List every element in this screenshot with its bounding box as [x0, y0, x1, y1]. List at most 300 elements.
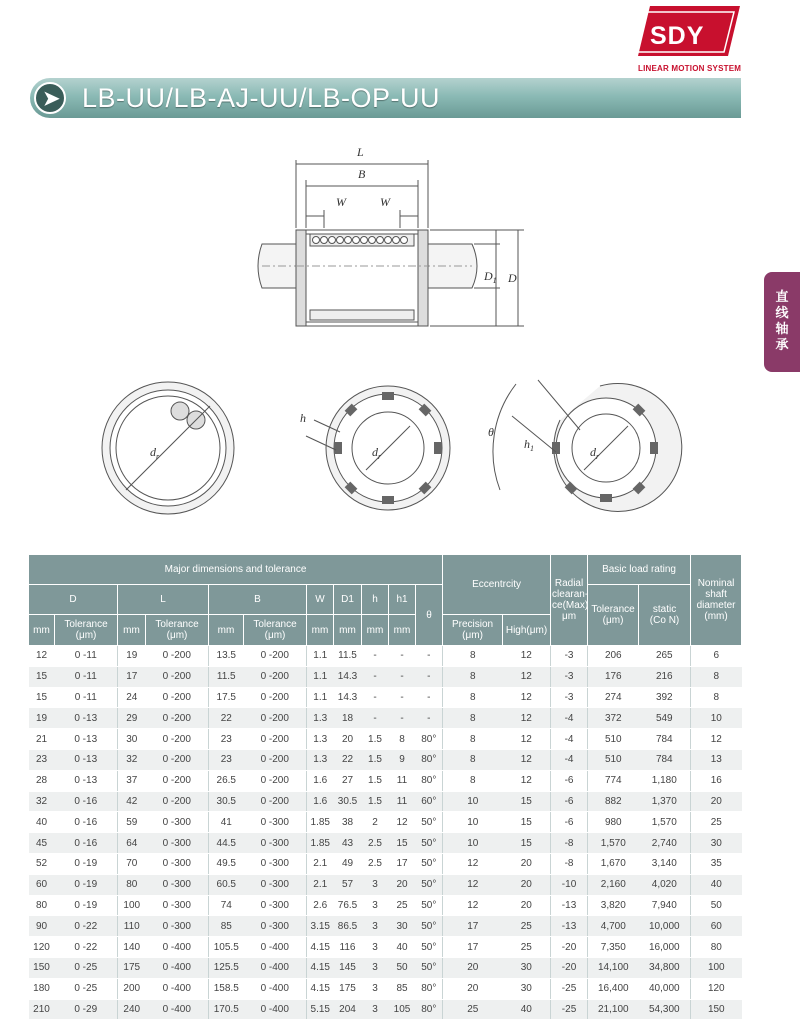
- table-cell: 12: [503, 687, 551, 708]
- table-cell: 12: [503, 666, 551, 687]
- header-h1: h1: [389, 585, 416, 615]
- table-cell: -8: [551, 853, 588, 874]
- header-B-tol: [244, 615, 307, 646]
- table-cell: 10: [443, 791, 503, 812]
- table-cell: 206: [588, 646, 639, 667]
- table-cell: 54,300: [639, 999, 691, 1020]
- table-cell: 17: [443, 937, 503, 958]
- table-cell: 12: [389, 812, 416, 833]
- table-cell: -: [362, 666, 389, 687]
- table-cell: 0 -400: [244, 999, 307, 1020]
- table-cell: 1.5: [362, 791, 389, 812]
- table-cell: 13: [691, 749, 742, 770]
- table-cell: 28: [29, 770, 55, 791]
- table-row: [29, 957, 742, 978]
- table-cell: 1,570: [588, 833, 639, 854]
- table-cell: 40: [389, 937, 416, 958]
- table-cell: 0 -16: [55, 833, 118, 854]
- header-D: D: [29, 585, 118, 615]
- table-cell: 40: [503, 999, 551, 1020]
- table-cell: 0 -16: [55, 812, 118, 833]
- bearing-front-view-uu: [102, 382, 234, 514]
- table-cell: 10: [443, 833, 503, 854]
- table-row: [29, 770, 742, 791]
- header-L-tol: [146, 615, 209, 646]
- table-cell: 40: [29, 812, 55, 833]
- table-cell: 882: [588, 791, 639, 812]
- dim-label-D: D: [508, 271, 517, 285]
- table-cell: 4,700: [588, 916, 639, 937]
- table-cell: 35: [691, 853, 742, 874]
- table-cell: 45: [29, 833, 55, 854]
- table-cell: -20: [551, 937, 588, 958]
- table-cell: 274: [588, 687, 639, 708]
- precision-unit: (μm): [462, 630, 483, 641]
- table-cell: 0 -13: [55, 729, 118, 750]
- table-cell: 32: [29, 791, 55, 812]
- table-cell: 30.5: [334, 791, 362, 812]
- table-cell: 3: [362, 957, 389, 978]
- spec-table: [28, 554, 742, 1020]
- table-cell: 176: [588, 666, 639, 687]
- header-W: W: [307, 585, 334, 615]
- static-label: static: [652, 604, 677, 615]
- table-cell: 774: [588, 770, 639, 791]
- table-cell: -25: [551, 978, 588, 999]
- table-cell: 26.5: [209, 770, 244, 791]
- table-cell: 8: [443, 729, 503, 750]
- table-cell: 105: [389, 999, 416, 1020]
- table-cell: 1.3: [307, 749, 334, 770]
- table-cell: 12: [443, 853, 503, 874]
- logo-tagline: LINEAR MOTION SYSTEM: [638, 64, 742, 73]
- table-cell: 8: [691, 666, 742, 687]
- table-cell: 1.1: [307, 646, 334, 667]
- table-cell: 0 -300: [146, 812, 209, 833]
- table-cell: 1.5: [362, 729, 389, 750]
- table-cell: 1,670: [588, 853, 639, 874]
- table-cell: 2,160: [588, 874, 639, 895]
- table-cell: 1.3: [307, 708, 334, 729]
- dim-label-h1: $h_1$: [524, 437, 534, 453]
- table-cell: -: [416, 687, 443, 708]
- table-cell: 216: [639, 666, 691, 687]
- bearing-side-view: [258, 160, 524, 326]
- table-cell: 1,180: [639, 770, 691, 791]
- table-cell: -4: [551, 729, 588, 750]
- table-cell: 60°: [416, 791, 443, 812]
- table-cell: -13: [551, 916, 588, 937]
- header-h1-mm: mm: [389, 615, 416, 646]
- table-cell: 60: [691, 916, 742, 937]
- table-cell: 15: [503, 791, 551, 812]
- header-tolerance-load: [588, 585, 639, 646]
- table-cell: 0 -200: [146, 646, 209, 667]
- table-cell: 42: [118, 791, 146, 812]
- table-cell: 64: [118, 833, 146, 854]
- table-row: [29, 895, 742, 916]
- header-D1-mm: mm: [334, 615, 362, 646]
- table-cell: 0 -11: [55, 666, 118, 687]
- table-cell: 120: [691, 978, 742, 999]
- table-cell: -: [362, 646, 389, 667]
- table-cell: 23: [209, 729, 244, 750]
- dim-label-dr-2: $d_r$: [372, 445, 382, 461]
- table-cell: 0 -300: [146, 833, 209, 854]
- table-cell: 0 -200: [146, 749, 209, 770]
- header-h-mm: mm: [362, 615, 389, 646]
- dim-label-L: L: [357, 145, 364, 159]
- table-cell: 34,800: [639, 957, 691, 978]
- table-cell: 21: [29, 729, 55, 750]
- table-cell: 16,000: [639, 937, 691, 958]
- table-row: [29, 729, 742, 750]
- table-cell: 1.6: [307, 770, 334, 791]
- table-cell: 41: [209, 812, 244, 833]
- table-cell: 70: [118, 853, 146, 874]
- table-cell: 1.6: [307, 791, 334, 812]
- table-cell: 265: [639, 646, 691, 667]
- table-cell: 784: [639, 749, 691, 770]
- table-cell: 0 -300: [244, 853, 307, 874]
- table-cell: 17.5: [209, 687, 244, 708]
- dim-label-B: B: [358, 167, 366, 181]
- arrow-icon: ➤: [34, 82, 66, 114]
- table-cell: 1.5: [362, 770, 389, 791]
- table-cell: 0 -200: [244, 729, 307, 750]
- table-cell: 8: [443, 770, 503, 791]
- table-cell: 150: [29, 957, 55, 978]
- table-cell: -10: [551, 874, 588, 895]
- table-cell: 0 -400: [146, 937, 209, 958]
- radial-unit: μm: [561, 611, 577, 622]
- header-L: L: [118, 585, 209, 615]
- table-cell: 12: [443, 874, 503, 895]
- table-cell: 85: [389, 978, 416, 999]
- table-cell: 5.15: [307, 999, 334, 1020]
- table-cell: 0 -200: [244, 666, 307, 687]
- table-cell: 0 -400: [146, 999, 209, 1020]
- l-tol-unit: (μm): [166, 630, 188, 641]
- table-cell: -13: [551, 895, 588, 916]
- nominal-label: Nominal shaft diameter: [696, 578, 736, 611]
- table-cell: 38: [334, 812, 362, 833]
- table-cell: -4: [551, 749, 588, 770]
- table-cell: 3: [362, 937, 389, 958]
- table-cell: 49: [334, 853, 362, 874]
- table-cell: 3: [362, 999, 389, 1020]
- table-cell: 0 -400: [244, 978, 307, 999]
- table-cell: 0 -13: [55, 708, 118, 729]
- table-cell: 125.5: [209, 957, 244, 978]
- table-cell: 392: [639, 687, 691, 708]
- table-cell: 784: [639, 729, 691, 750]
- table-cell: 8: [443, 708, 503, 729]
- table-cell: 32: [118, 749, 146, 770]
- table-cell: -: [389, 646, 416, 667]
- spec-table-body: [29, 646, 742, 1020]
- table-cell: 0 -400: [244, 937, 307, 958]
- table-cell: 1.3: [307, 729, 334, 750]
- static-unit: (Co N): [649, 615, 680, 626]
- table-cell: -: [389, 708, 416, 729]
- table-cell: 4.15: [307, 978, 334, 999]
- table-cell: 0 -200: [244, 770, 307, 791]
- table-cell: 6: [691, 646, 742, 667]
- table-cell: 24: [118, 687, 146, 708]
- table-row: [29, 833, 742, 854]
- table-cell: 0 -200: [146, 791, 209, 812]
- table-cell: 11: [389, 791, 416, 812]
- table-cell: 49.5: [209, 853, 244, 874]
- table-cell: 0 -25: [55, 978, 118, 999]
- header-D-tol: [55, 615, 118, 646]
- table-cell: -: [389, 666, 416, 687]
- table-cell: -8: [551, 833, 588, 854]
- logo-text: SDY: [650, 22, 705, 50]
- header-D-mm: mm: [29, 615, 55, 646]
- table-cell: 80: [29, 895, 55, 916]
- table-cell: 20: [503, 853, 551, 874]
- table-cell: -3: [551, 666, 588, 687]
- table-cell: 13.5: [209, 646, 244, 667]
- table-cell: 240: [118, 999, 146, 1020]
- table-cell: 2.1: [307, 853, 334, 874]
- table-cell: 10: [691, 708, 742, 729]
- side-tab-label: 直线轴承: [775, 290, 789, 353]
- technical-drawing: [0, 130, 800, 530]
- nominal-unit: (mm): [704, 611, 728, 622]
- dim-label-W1: W: [336, 195, 346, 209]
- table-cell: 0 -200: [146, 666, 209, 687]
- table-cell: 510: [588, 749, 639, 770]
- table-row: [29, 978, 742, 999]
- table-cell: 1.85: [307, 812, 334, 833]
- table-cell: 50°: [416, 937, 443, 958]
- table-cell: 0 -300: [244, 812, 307, 833]
- table-cell: 74: [209, 895, 244, 916]
- table-cell: 57: [334, 874, 362, 895]
- table-cell: 80°: [416, 729, 443, 750]
- table-cell: 10: [443, 812, 503, 833]
- table-cell: 0 -300: [244, 916, 307, 937]
- table-cell: 29: [118, 708, 146, 729]
- table-cell: 52: [29, 853, 55, 874]
- table-row: [29, 708, 742, 729]
- table-cell: 1.85: [307, 833, 334, 854]
- table-cell: 0 -19: [55, 895, 118, 916]
- table-cell: -6: [551, 770, 588, 791]
- dim-label-D1: $D_1$: [484, 269, 497, 285]
- table-cell: 150: [691, 999, 742, 1020]
- header-h: h: [362, 585, 389, 615]
- table-cell: 12: [443, 895, 503, 916]
- table-cell: 86.5: [334, 916, 362, 937]
- table-cell: 50: [389, 957, 416, 978]
- table-cell: 105.5: [209, 937, 244, 958]
- table-cell: -6: [551, 791, 588, 812]
- b-tol-label: Tolerance: [253, 619, 297, 630]
- table-cell: 17: [118, 666, 146, 687]
- table-cell: 116: [334, 937, 362, 958]
- table-cell: 0 -200: [244, 791, 307, 812]
- table-cell: 20: [443, 957, 503, 978]
- table-cell: 100: [691, 957, 742, 978]
- table-cell: 18: [334, 708, 362, 729]
- table-cell: 12: [503, 646, 551, 667]
- table-row: [29, 999, 742, 1020]
- table-cell: 15: [503, 833, 551, 854]
- header-nominal: [691, 555, 742, 646]
- table-cell: 0 -300: [244, 833, 307, 854]
- table-cell: -: [389, 687, 416, 708]
- table-cell: 17: [443, 916, 503, 937]
- table-row: [29, 791, 742, 812]
- table-cell: 1.5: [362, 749, 389, 770]
- d-tol-label: Tolerance: [64, 619, 108, 630]
- table-cell: 20: [503, 874, 551, 895]
- table-cell: 0 -200: [146, 687, 209, 708]
- load-tolerance-unit: (μm): [602, 615, 624, 626]
- table-cell: 9: [389, 749, 416, 770]
- table-cell: 0 -200: [244, 708, 307, 729]
- table-cell: 80: [691, 937, 742, 958]
- table-cell: 510: [588, 729, 639, 750]
- table-cell: 8: [691, 687, 742, 708]
- brand-logo: [636, 6, 742, 74]
- table-cell: 3: [362, 978, 389, 999]
- page-title: LB-UU/LB-AJ-UU/LB-OP-UU: [82, 83, 441, 113]
- table-cell: 15: [29, 666, 55, 687]
- l-tol-label: Tolerance: [155, 619, 199, 630]
- table-cell: -: [362, 687, 389, 708]
- table-cell: 25: [691, 812, 742, 833]
- table-cell: 3: [362, 916, 389, 937]
- table-cell: 30.5: [209, 791, 244, 812]
- table-cell: 76.5: [334, 895, 362, 916]
- table-cell: 43: [334, 833, 362, 854]
- table-cell: 3: [362, 874, 389, 895]
- header-eccentricity: Eccentrcity: [443, 555, 551, 615]
- table-row: [29, 687, 742, 708]
- table-cell: 8: [443, 666, 503, 687]
- table-cell: 20: [443, 978, 503, 999]
- table-cell: 11.5: [209, 666, 244, 687]
- table-cell: 1,570: [639, 812, 691, 833]
- table-cell: 20: [691, 791, 742, 812]
- table-cell: 25: [443, 999, 503, 1020]
- table-cell: 80°: [416, 749, 443, 770]
- dim-label-dr-3: $d_r$: [590, 445, 600, 461]
- table-cell: 90: [29, 916, 55, 937]
- table-cell: 16: [691, 770, 742, 791]
- table-cell: 50°: [416, 833, 443, 854]
- table-cell: 80°: [416, 999, 443, 1020]
- table-cell: 549: [639, 708, 691, 729]
- table-cell: 50°: [416, 874, 443, 895]
- table-cell: 19: [118, 646, 146, 667]
- table-cell: 30: [118, 729, 146, 750]
- table-cell: 11: [389, 770, 416, 791]
- table-cell: 7,350: [588, 937, 639, 958]
- dim-label-W2: W: [380, 195, 390, 209]
- table-cell: 12: [29, 646, 55, 667]
- table-cell: 2.1: [307, 874, 334, 895]
- table-cell: 23: [29, 749, 55, 770]
- table-cell: 200: [118, 978, 146, 999]
- table-cell: 2: [362, 812, 389, 833]
- table-cell: 0 -400: [146, 957, 209, 978]
- table-row: [29, 916, 742, 937]
- header-high: High(μm): [503, 615, 551, 646]
- table-cell: 4.15: [307, 937, 334, 958]
- table-cell: 4,020: [639, 874, 691, 895]
- table-row: [29, 812, 742, 833]
- table-cell: 0 -300: [244, 895, 307, 916]
- table-cell: 30: [503, 957, 551, 978]
- table-cell: 17: [389, 853, 416, 874]
- table-cell: 0 -300: [244, 874, 307, 895]
- table-cell: 50: [691, 895, 742, 916]
- table-cell: -20: [551, 957, 588, 978]
- table-cell: 30: [691, 833, 742, 854]
- table-cell: 980: [588, 812, 639, 833]
- table-cell: 50°: [416, 853, 443, 874]
- table-cell: 0 -300: [146, 895, 209, 916]
- table-cell: 22: [209, 708, 244, 729]
- table-cell: 8: [443, 687, 503, 708]
- table-cell: 145: [334, 957, 362, 978]
- table-cell: 37: [118, 770, 146, 791]
- table-cell: 23: [209, 749, 244, 770]
- table-cell: 60: [29, 874, 55, 895]
- table-cell: 2.5: [362, 853, 389, 874]
- header-L-mm: mm: [118, 615, 146, 646]
- table-cell: 4.15: [307, 957, 334, 978]
- table-cell: 204: [334, 999, 362, 1020]
- table-cell: 11.5: [334, 646, 362, 667]
- table-cell: 170.5: [209, 999, 244, 1020]
- table-cell: 25: [389, 895, 416, 916]
- dim-label-dr-1: $d_r$: [150, 445, 160, 461]
- table-cell: 0 -200: [146, 708, 209, 729]
- table-cell: 14,100: [588, 957, 639, 978]
- table-cell: 0 -200: [146, 729, 209, 750]
- table-cell: 21,100: [588, 999, 639, 1020]
- table-cell: 25: [503, 937, 551, 958]
- table-cell: 0 -200: [146, 770, 209, 791]
- table-cell: 210: [29, 999, 55, 1020]
- table-cell: 0 -200: [244, 749, 307, 770]
- table-cell: -25: [551, 999, 588, 1020]
- table-cell: 12: [691, 729, 742, 750]
- table-cell: -6: [551, 812, 588, 833]
- table-cell: -3: [551, 687, 588, 708]
- table-cell: 0 -11: [55, 646, 118, 667]
- table-cell: 120: [29, 937, 55, 958]
- header-theta: θ: [416, 585, 443, 646]
- table-cell: 8: [443, 749, 503, 770]
- table-cell: 30: [389, 916, 416, 937]
- table-cell: 8: [443, 646, 503, 667]
- table-cell: 3.15: [307, 916, 334, 937]
- header-precision: [443, 615, 503, 646]
- table-cell: 80°: [416, 978, 443, 999]
- table-cell: 2,740: [639, 833, 691, 854]
- table-cell: 0 -300: [146, 916, 209, 937]
- bearing-front-view-aj: [306, 386, 450, 510]
- table-cell: 1.1: [307, 687, 334, 708]
